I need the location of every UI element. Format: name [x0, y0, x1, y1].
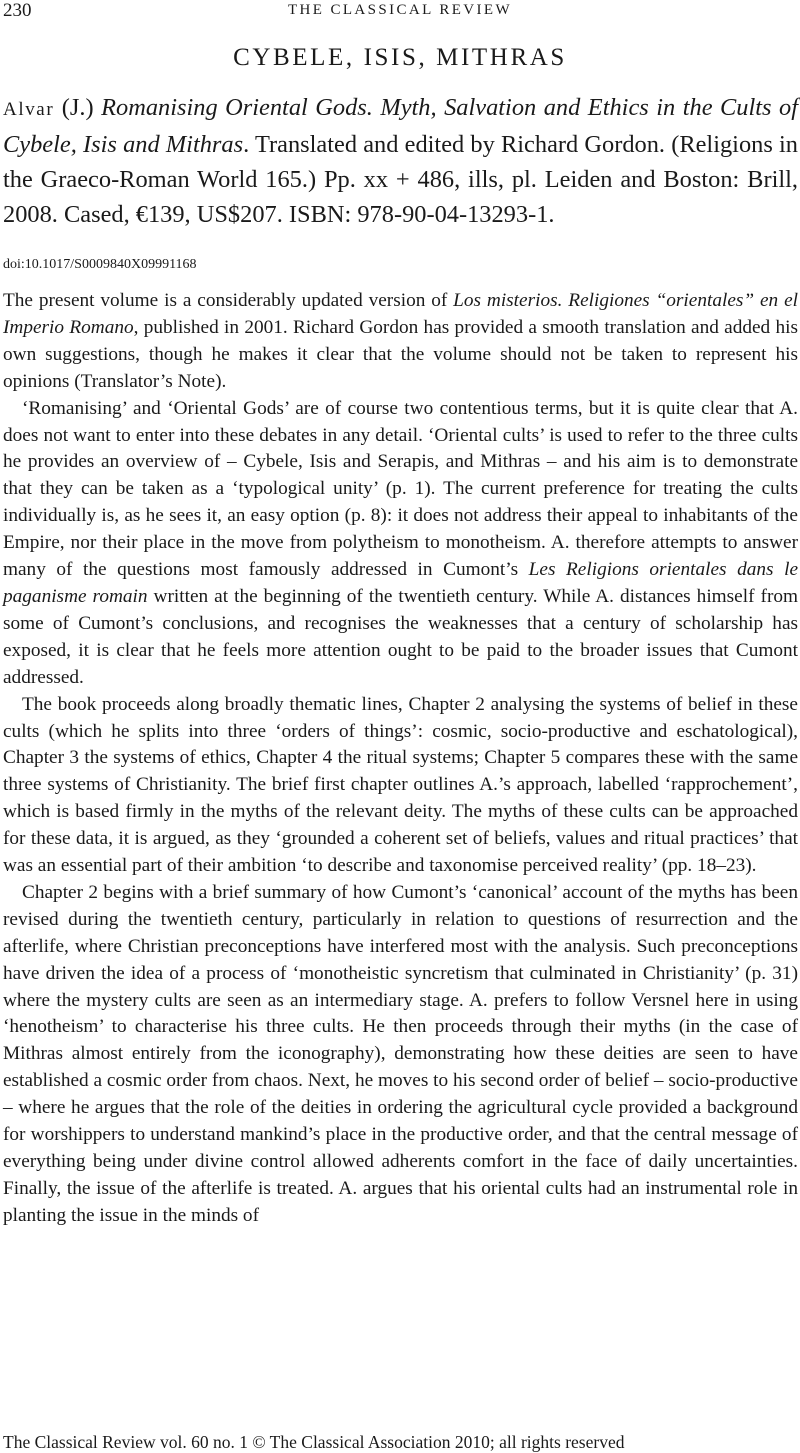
italic-title: Les Religions orientales dans le paganisme romain [3, 559, 799, 607]
paragraph-4: Chapter 2 begins with a brief summary of how Cumont’s ‘canonical’ account of the myths has been revised during the twentieth century, particularly in relation to questions of resurrection and the afterlife, where Christian preconceptions have interfered most with the analysis. Such preconceptions have driven the idea of a process of ‘monotheistic syncretism that culminated in Christianity’ (p. 31) where the mystery cults are seen as an intermediary stage. A. prefers to follow Versnel here in using ‘henotheism’ to characterise his three cults. He then proceeds through their myths (in the case of Mithras almost entirely from the iconography), demonstrating how these deities are seen to have established a cosmic order from chaos. Next, he moves to his second order of belief – socio-productive – where he argues that the role of the deities in ordering the agricultural cycle provided a background for worshippers to understand mankind’s place in the productive order, and that the central message of everything being under divine control allowed adherents comfort in the face of daily uncertainties. Finally, the issue of the afterlife is treated. A. argues that his oriental cults had an instrumental role in planting the issue in the minds of [3, 881, 798, 1226]
paragraph-3: The book proceeds along broadly thematic lines, Chapter 2 analysing the systems of belief in these cults (which he splits into three ‘orders of things’: cosmic, socio-productive and eschatological), Chapter 3 the systems of ethics, Chapter 4 the ritual systems; Chapter 5 compares these with the same three systems of Christianity. The brief first chapter outlines A.’s approach, labelled ‘rapprochement’, which is based firmly in the myths of the relevant deity. The myths of these cults can be approached for these data, it is argued, as they ‘grounded a coherent set of beliefs, values and ritual practices’ that was an essential part of their ambition ‘to describe and taxonomise perceived reality’ (pp. 18–23). [3, 693, 798, 877]
paragraph-1: The present volume is a considerably updated version of Los misterios. Religiones “orientales” en el Imperio Romano, published in 2001. Richard Gordon has provided a smooth translation and added his own suggestions, though he makes it clear that the volume should not be taken to represent his opinions (Translator’s Note). [3, 290, 798, 392]
section-title: CYBELE, ISIS, MITHRAS [233, 44, 567, 71]
copyright-footer: The Classical Review vol. 60 no. 1 © The Classical Association 2010; all rights reserved [3, 1432, 625, 1452]
citation-author: Alvar [3, 99, 55, 120]
bibliographic-citation [3, 90, 798, 232]
doi-line: doi:10.1017/S0009840X09991168 [3, 257, 197, 272]
running-head: THE CLASSICAL REVIEW [287, 2, 513, 18]
italic-title: Los misterios. Religiones “orientales” en el Imperio Romano [3, 290, 798, 338]
citation-details: . Translated and edited by Richard Gordon. (Religions in the Graeco-Roman World 165.) Pp. xx + 486, ills, pl. Leiden and Boston: Brill, 2008. Cased, €139, US$207. ISBN: 978-90-04-13293-1. [3, 131, 798, 228]
citation-book-title: Romanising Oriental Gods. Myth, Salvation and Ethics in the Cults of Cybele, Isis and Mithras [3, 94, 799, 158]
review-body [3, 288, 798, 1230]
page-number: 230 [3, 0, 32, 21]
paragraph-2: ‘Romanising’ and ‘Oriental Gods’ are of course two contentious terms, but it is quite clear that A. does not want to enter into these debates in any detail. ‘Oriental cults’ is used to refer to the three cults he provides an overview of – Cybele, Isis and Serapis, and Mithras – and his aim is to demonstrate that they can be taken as a ‘typological unity’ (p. 1). The current preference for treating the cults individually is, as he sees it, an easy option (p. 8): it does not address their appeal to inhabitants of the Empire, nor their place in the move from polytheism to monotheism. A. therefore attempts to answer many of the questions most famously addressed in Cumont’s Les Religions orientales dans le paganisme romain written at the beginning of the twentieth century. While A. distances himself from some of Cumont’s conclusions, and recognises the weaknesses that a century of scholarship has exposed, it is clear that he feels more attention ought to be paid to the broader issues that Cumont addressed. [3, 397, 799, 688]
citation-author-initial: (J.) [54, 94, 102, 121]
